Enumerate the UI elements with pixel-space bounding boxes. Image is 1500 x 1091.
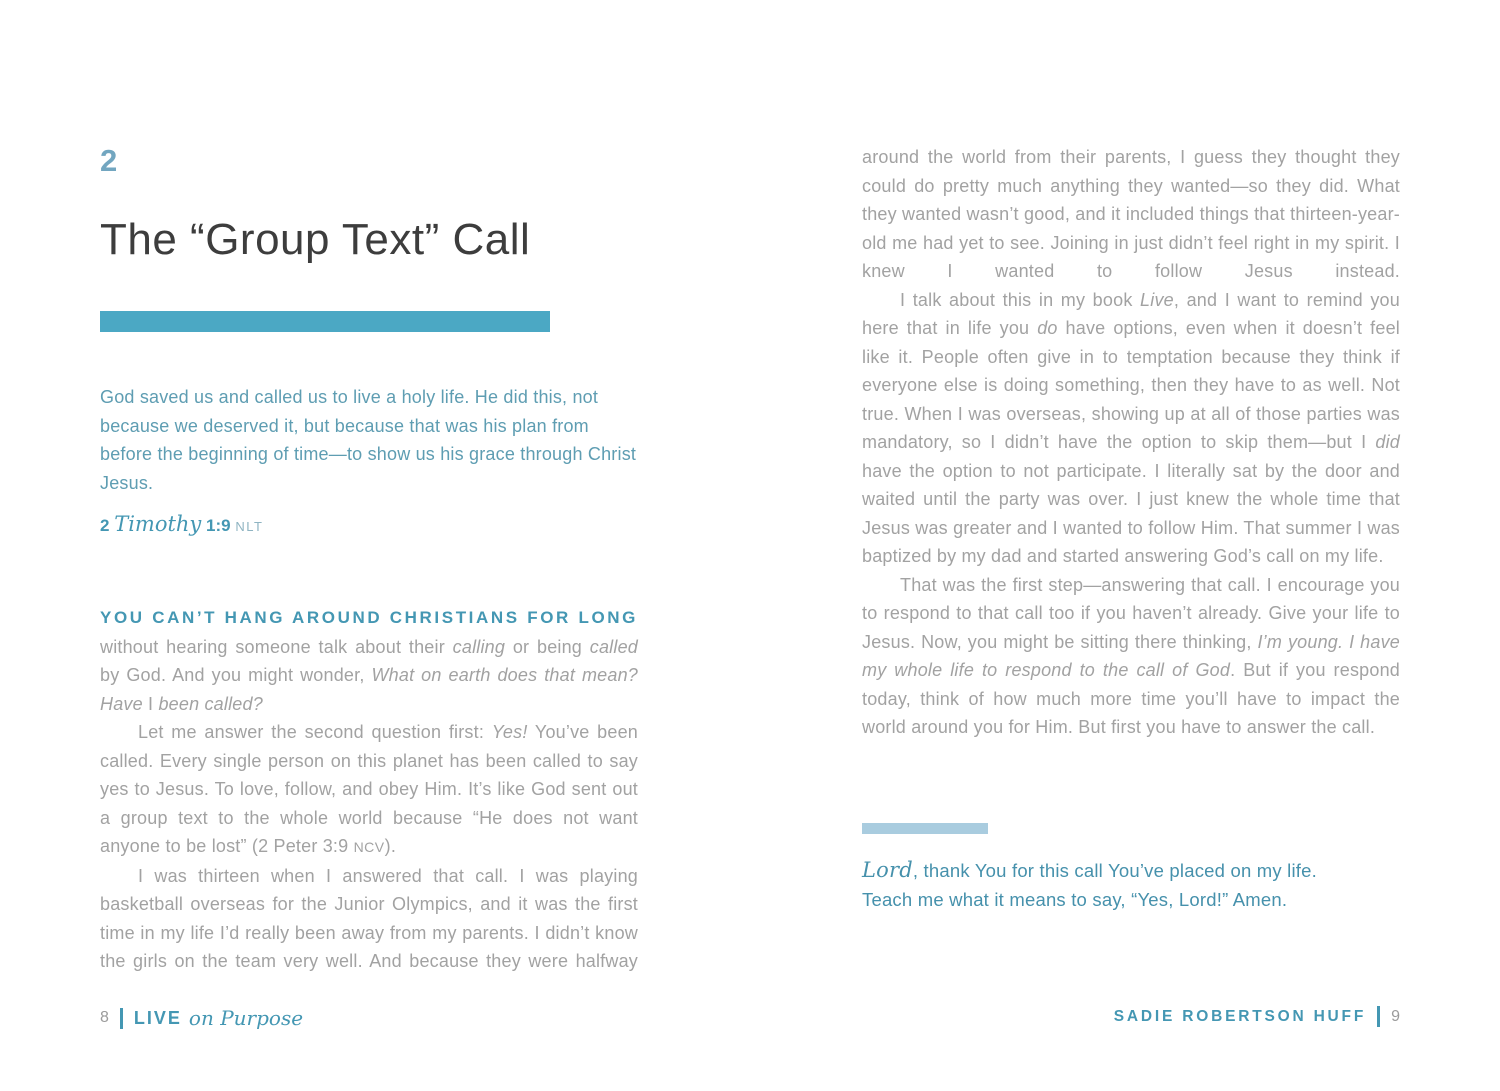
chapter-number: 2 — [100, 143, 119, 178]
book-title-main: LIVE — [133, 1007, 182, 1028]
author-name: SADIE ROBERTSON HUFF — [1113, 1007, 1367, 1025]
prayer-line: Teach me what it means to say, “Yes, Lord!” Amen. — [862, 888, 1288, 910]
paragraph: Let me answer the second question first: Yes! You’ve been called. Every single person on this planet has been called to say yes to Jesus. To love, follow, and obey Him. It’s like God sent out a group text to the whole world because “He does not want anyone to be lost” (2 Peter 3:9 NCV). — [100, 722, 639, 856]
reference-verse: 1:9 — [201, 516, 236, 535]
right-page — [862, 0, 1400, 1091]
paragraph: I was thirteen when I answered that call. I was playing basketball overseas for the Junior Olympics, and it was the first time in my life I’d really been away from my parents. I didn’t know the girls on the team very well. And because they were halfway — [100, 865, 638, 971]
reference-book-number: 2 — [100, 516, 115, 535]
prayer-line — [862, 856, 1454, 886]
page-number: 8 — [100, 1009, 109, 1026]
title-accent-bar — [100, 311, 550, 332]
reference-book-name: Timothy — [114, 512, 202, 536]
footer-divider — [1377, 1006, 1380, 1027]
prayer-script-word: Lord — [862, 858, 913, 882]
paragraph: That was the first step—answering that call. I encourage you to respond to that call too if you haven’t already. Give your life to Jesus. Now, you might be sitting there thinking, I’m young. I have my whole life to respond to the call of God. But if you respond today, think of how much more time you’ll have to impact the world around you for Him. But first you have to answer the call. — [862, 574, 1401, 737]
scripture-quote: God saved us and called us to live a holy life. He did this, not because we deserved it, but because that was his plan from before the beginning of time—to show us his grace through Christ Jesus. — [100, 387, 637, 493]
right-body-text — [862, 143, 1400, 742]
prayer-line1-rest: , thank You for this call You’ve placed on my life. — [912, 860, 1317, 881]
left-footer — [100, 1006, 638, 1030]
footer-divider — [120, 1008, 123, 1029]
book-title-script: on Purpose — [188, 1006, 304, 1030]
paragraph: YOU CAN’T HANG AROUND CHRISTIANS FOR LONG without hearing someone talk about their calling or being called by God. And you might wonder, What on earth does that mean? Have I been called? — [100, 608, 638, 714]
scripture-reference — [100, 512, 638, 536]
prayer-text — [862, 856, 1454, 914]
left-body-text — [100, 603, 638, 976]
page-number: 9 — [1391, 1007, 1400, 1025]
chapter-title: The “Group Text” Call — [100, 215, 531, 264]
prayer-accent-bar — [862, 823, 988, 834]
right-footer — [862, 1006, 1400, 1027]
paragraph: I talk about this in my book Live, and I want to remind you here that in life you do have options, even when it doesn’t feel like it. People often give in to temptation because they think if everyone else is doing something, then they have to as well. Not true. When I was overseas, showing up at all of those parties was mandatory, so I didn’t have the option to skip them—but I did have the option to not participate. I literally sat by the door and waited until the party was over. I just knew the whole time that Jesus was greater and I wanted to follow Him. That summer I was baptized by my dad and started answering God’s call on my life. — [862, 289, 1400, 566]
reference-translation: NLT — [235, 519, 264, 534]
left-page — [100, 0, 638, 1091]
paragraph: around the world from their parents, I guess they thought they could do pretty much anything they wanted—so they did. What they wanted wasn’t good, and it included things that thirteen-year-old me had yet to see. Joining in just didn’t feel right in my spirit. I knew I wanted to follow Jesus instead. — [862, 147, 1400, 281]
